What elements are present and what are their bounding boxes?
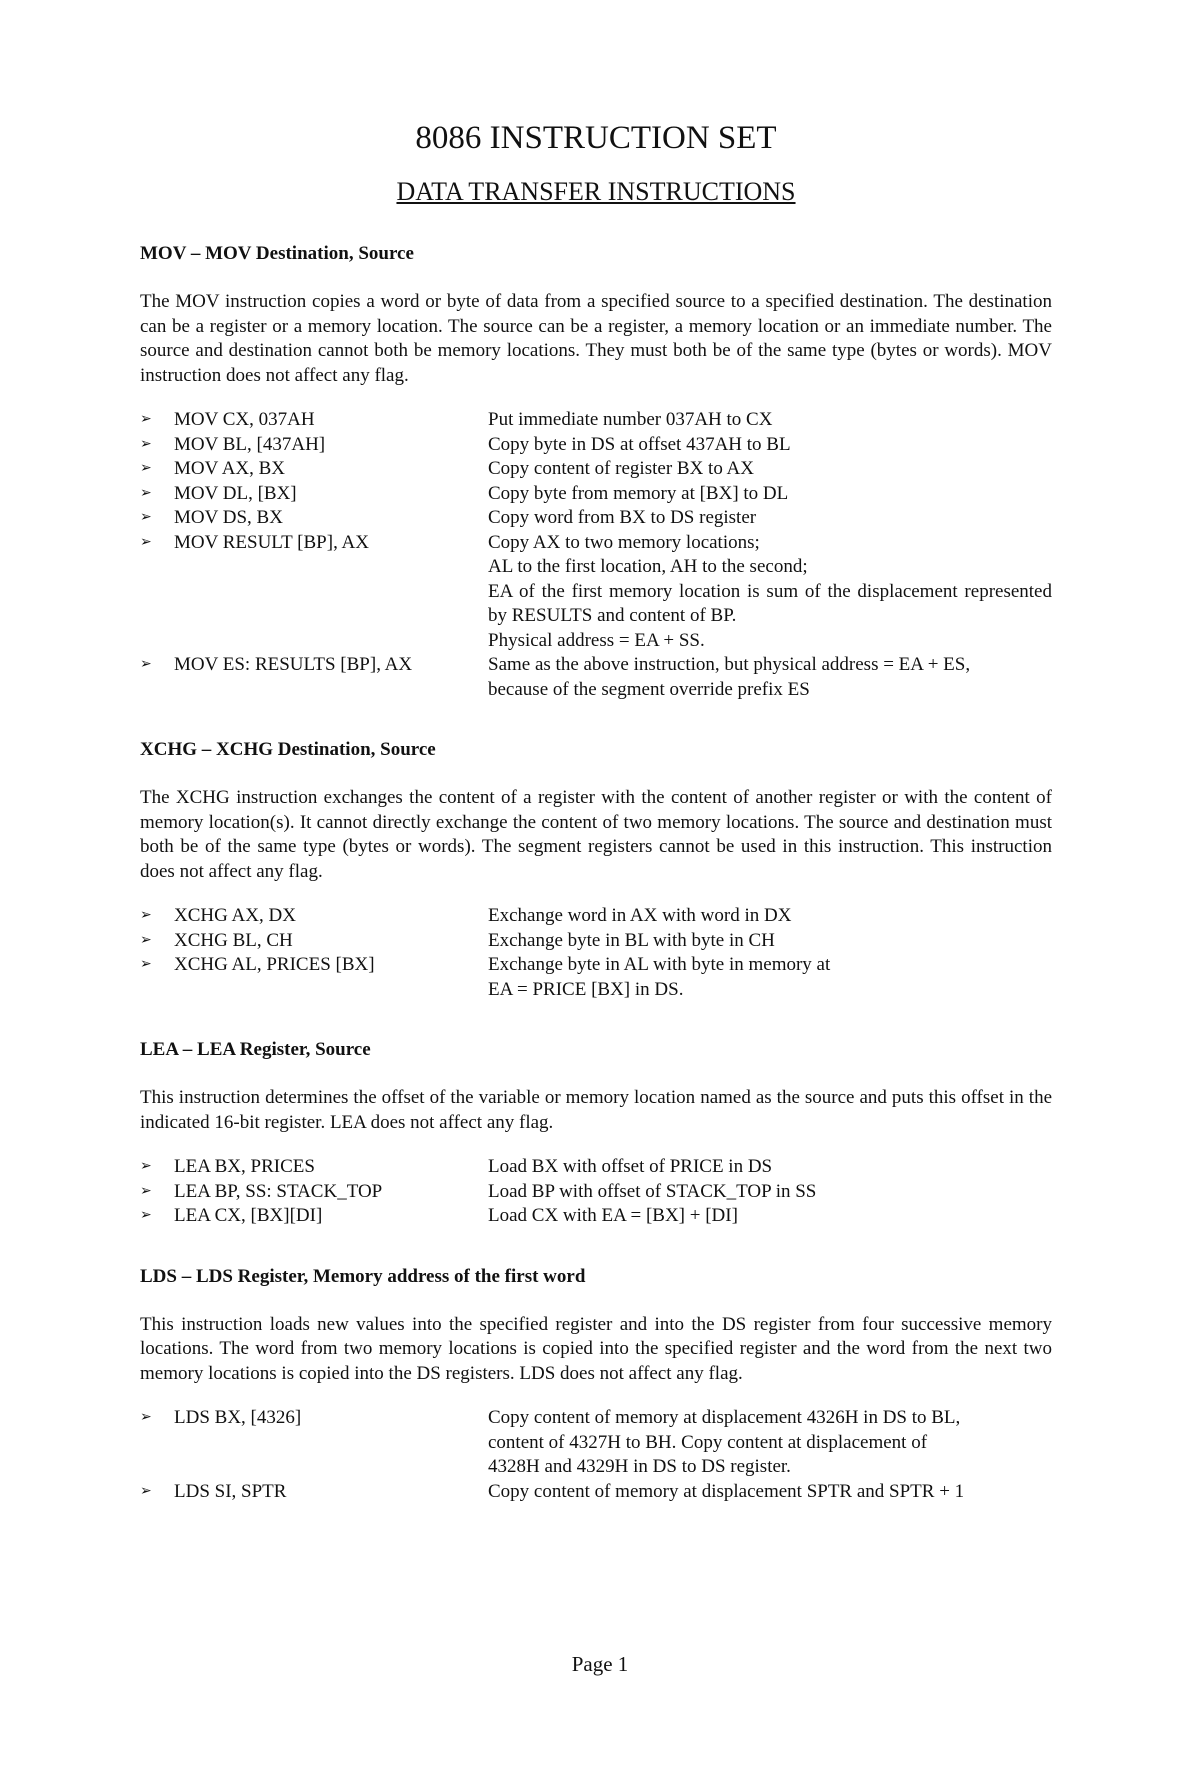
instruction-left (140, 482, 488, 507)
instruction-left (140, 953, 488, 1002)
instruction-description (488, 653, 1052, 702)
description-line: Load BP with offset of STACK_TOP in SS (488, 1180, 817, 1202)
description-line: Exchange word in AX with word in DX (488, 905, 792, 926)
section-heading: XCHG – XCHG Destination, Source (140, 739, 436, 760)
instruction-description (488, 482, 1052, 507)
instruction-left (140, 506, 488, 531)
instruction-row (140, 457, 1052, 482)
description-line: Load CX with EA = [BX] + [DI] (488, 1205, 738, 1226)
instruction-row (140, 408, 1052, 433)
instruction-left (140, 531, 488, 654)
instruction-row (140, 506, 1052, 531)
instruction-left (140, 1180, 488, 1205)
instruction-description (488, 953, 1052, 1002)
instruction-list (140, 1406, 1052, 1504)
instruction-description (488, 1480, 1052, 1505)
instruction-description (488, 1180, 1052, 1205)
instruction-left (140, 653, 488, 702)
section (140, 738, 1052, 1002)
instruction-code: XCHG BL, CH (174, 929, 293, 951)
instruction-code: MOV DS, BX (174, 507, 283, 528)
description-line: Same as the above instruction, but physical address = EA + ES, (488, 654, 971, 675)
description-line: Exchange byte in BL with byte in CH (488, 929, 775, 951)
instruction-row (140, 1180, 1052, 1205)
instruction-row (140, 1480, 1052, 1505)
instruction-left (140, 1155, 488, 1180)
description-line: Copy content of memory at displacement SPTR and SPTR + 1 (488, 1480, 965, 1502)
instruction-list (140, 904, 1052, 1002)
instruction-list (140, 408, 1052, 702)
section-body: This instruction loads new values into the specified register and into the DS register from four successive memory locations. The word from two memory locations is copied into the specified register and the word from the next two memory locations is copied into the DS registers. LDS does not affect any flag. (140, 1313, 1052, 1384)
instruction-left (140, 433, 488, 458)
arrow-bullet-icon: ➢ (140, 412, 152, 427)
instruction-code: LDS SI, SPTR (174, 1480, 287, 1502)
arrow-bullet-icon: ➢ (140, 1183, 152, 1199)
section-body: The XCHG instruction exchanges the content of a register with the content of another register or with the content of memory location(s). It cannot directly exchange the content of two memory locations. The source and destination must both be of the same type (bytes or words). The segment registers cannot be used in this instruction. This instruction does not affect any flag. (140, 787, 1052, 882)
instruction-code: LEA CX, [BX][DI] (174, 1205, 323, 1226)
instruction-row (140, 929, 1052, 954)
instruction-code: MOV ES: RESULTS [BP], AX (174, 654, 413, 675)
instruction-description (488, 904, 1052, 929)
instruction-row (140, 953, 1052, 1002)
arrow-bullet-icon: ➢ (140, 510, 152, 525)
section-body: The MOV instruction copies a word or byte of data from a specified source to a specified destination. The destination can be a register or a memory location. The source can be a register, a memory location or an immediate number. The source and destination cannot both be memory locations. They must both be of the same type (bytes or words). MOV instruction does not affect any flag. (140, 291, 1052, 386)
arrow-bullet-icon: ➢ (140, 908, 152, 923)
instruction-row (140, 433, 1052, 458)
section (140, 242, 1052, 702)
instruction-code: LEA BX, PRICES (174, 1156, 315, 1177)
instruction-description (488, 929, 1052, 954)
instruction-description (488, 1406, 1052, 1480)
arrow-bullet-icon: ➢ (140, 461, 152, 476)
arrow-bullet-icon: ➢ (140, 436, 152, 452)
page-subtitle: DATA TRANSFER INSTRUCTIONS (396, 177, 796, 206)
instruction-left (140, 457, 488, 482)
instruction-code: MOV CX, 037AH (174, 409, 315, 430)
instruction-code: LDS BX, [4326] (174, 1407, 302, 1428)
instruction-description (488, 408, 1052, 433)
section (140, 1265, 1052, 1505)
instruction-description (488, 433, 1052, 458)
instruction-row (140, 531, 1052, 654)
instruction-left (140, 1406, 488, 1480)
description-line: Exchange byte in AL with byte in memory at (488, 954, 831, 975)
instruction-code: MOV RESULT [BP], AX (174, 531, 369, 553)
arrow-bullet-icon: ➢ (140, 1208, 152, 1223)
instruction-description (488, 1204, 1052, 1229)
description-line: Copy byte in DS at offset 437AH to BL (488, 433, 791, 455)
description-line: AL to the first location, AH to the second; (488, 556, 808, 577)
description-line: Put immediate number 037AH to CX (488, 409, 773, 430)
description-line: Copy byte from memory at [BX] to DL (488, 482, 789, 504)
description-line: Copy AX to two memory locations; (488, 531, 760, 553)
description-line: content of 4327H to BH. Copy content at displacement of (488, 1431, 928, 1453)
arrow-bullet-icon: ➢ (140, 1483, 152, 1499)
instruction-code: XCHG AL, PRICES [BX] (174, 954, 375, 975)
page-number: Page 1 (571, 1652, 629, 1676)
instruction-left (140, 408, 488, 433)
description-line: 4328H and 4329H in DS to DS register. (488, 1456, 791, 1477)
arrow-bullet-icon: ➢ (140, 485, 152, 501)
section-heading: MOV – MOV Destination, Source (140, 243, 414, 264)
instruction-description (488, 457, 1052, 482)
instruction-row (140, 904, 1052, 929)
description-line: EA = PRICE [BX] in DS. (488, 978, 684, 1000)
arrow-bullet-icon: ➢ (140, 534, 152, 550)
description-line: Copy word from BX to DS register (488, 507, 757, 528)
section-body: This instruction determines the offset of the variable or memory location named as the source and puts this offset in the indicated 16-bit register. LEA does not affect any flag. (140, 1087, 1052, 1133)
instruction-list (140, 1155, 1052, 1229)
instruction-description (488, 1155, 1052, 1180)
instruction-row (140, 1406, 1052, 1480)
page-content (140, 118, 1052, 1504)
instruction-left (140, 1480, 488, 1505)
instruction-row (140, 1155, 1052, 1180)
instruction-code: MOV AX, BX (174, 458, 286, 479)
section (140, 1038, 1052, 1229)
arrow-bullet-icon: ➢ (140, 1159, 152, 1174)
instruction-row (140, 1204, 1052, 1229)
arrow-bullet-icon: ➢ (140, 957, 152, 972)
instruction-left (140, 1204, 488, 1229)
sections-container (140, 242, 1052, 1504)
description-line: because of the segment override prefix ES (488, 678, 810, 700)
instruction-left (140, 904, 488, 929)
description-line: Copy content of memory at displacement 4326H in DS to BL, (488, 1407, 961, 1428)
instruction-code: MOV BL, [437AH] (174, 433, 326, 455)
arrow-bullet-icon: ➢ (140, 1410, 152, 1425)
description-line: Copy content of register BX to AX (488, 458, 754, 479)
description-line: Physical address = EA + SS. (488, 629, 705, 651)
instruction-code: LEA BP, SS: STACK_TOP (174, 1180, 383, 1202)
arrow-bullet-icon: ➢ (140, 932, 152, 948)
instruction-description (488, 531, 1052, 654)
instruction-row (140, 653, 1052, 702)
section-heading: LEA – LEA Register, Source (140, 1039, 371, 1060)
instruction-description (488, 506, 1052, 531)
description-line: Load BX with offset of PRICE in DS (488, 1156, 773, 1177)
instruction-code: MOV DL, [BX] (174, 482, 297, 504)
arrow-bullet-icon: ➢ (140, 657, 152, 672)
instruction-left (140, 929, 488, 954)
section-heading: LDS – LDS Register, Memory address of the first word (140, 1265, 586, 1287)
page-title: 8086 INSTRUCTION SET (415, 120, 777, 156)
description-line: EA of the first memory location is sum of the displacement represented by RESULTS and content of BP. (488, 580, 1052, 626)
instruction-code: XCHG AX, DX (174, 905, 296, 926)
instruction-row (140, 482, 1052, 507)
